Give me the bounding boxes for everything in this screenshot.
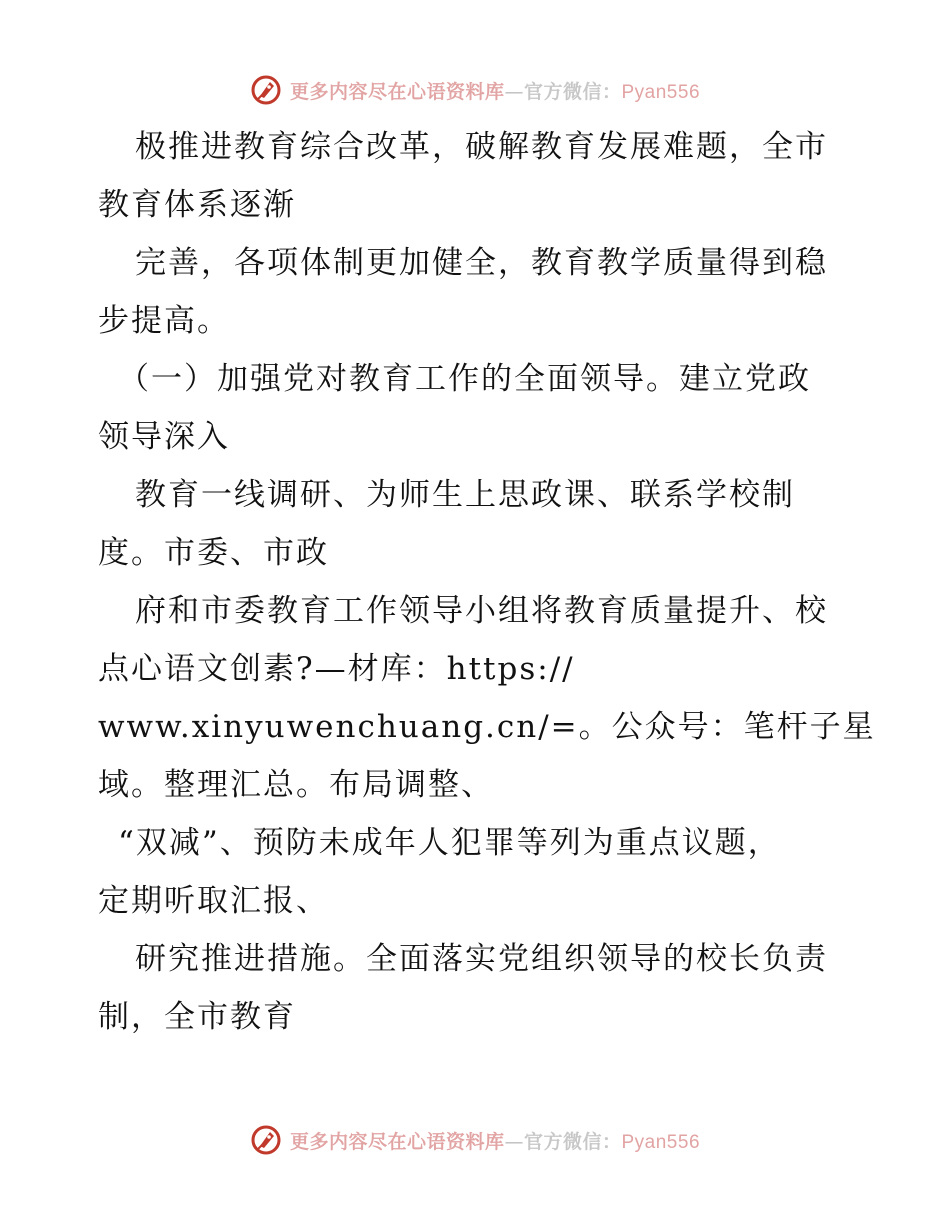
- footer-banner-text: [290, 1127, 700, 1154]
- body-line: 完善，各项体制更加健全，教育教学质量得到稳: [135, 245, 828, 281]
- body-line: www.xinyuwenchuang.cn/=。公众号：笔杆子星: [98, 709, 876, 745]
- body-line: 步提高。: [98, 303, 230, 339]
- footer-banner-wechat-id: Pyan556: [621, 1131, 701, 1153]
- body-line: 点心语文创素?—材库：https://: [98, 651, 575, 687]
- body-line: 教育体系逐渐: [98, 187, 296, 223]
- header-banner-text: [290, 77, 700, 104]
- footer-banner-wechat-label: 官方微信：: [523, 1130, 622, 1153]
- body-line: 府和市委教育工作领导小组将教育质量提升、校: [135, 593, 828, 629]
- header-banner-wechat-id: Pyan556: [621, 81, 701, 103]
- body-line: 极推进教育综合改革，破解教育发展难题，全市: [135, 129, 828, 165]
- body-line: 定期听取汇报、: [98, 883, 329, 919]
- body-line: 领导深入: [98, 419, 230, 455]
- body-line: 域。整理汇总。布局调整、: [98, 767, 494, 803]
- pen-nib-logo-icon: [250, 74, 282, 106]
- body-line: 研究推进措施。全面落实党组织领导的校长负责: [135, 941, 828, 977]
- body-line: 制，全市教育: [98, 999, 296, 1035]
- body-line: 度。市委、市政: [98, 535, 329, 571]
- footer-banner-dash: —: [504, 1130, 524, 1153]
- header-banner: [0, 70, 950, 110]
- footer-banner: [0, 1120, 950, 1160]
- pen-nib-logo-icon: [250, 1124, 282, 1156]
- header-banner-main: 更多内容尽在心语资料库: [289, 80, 505, 103]
- body-line: “双减”、预防未成年人犯罪等列为重点议题，: [118, 825, 781, 861]
- footer-banner-main: 更多内容尽在心语资料库: [289, 1130, 505, 1153]
- document-body: [98, 118, 876, 1046]
- body-line: 教育一线调研、为师生上思政课、联系学校制: [135, 477, 795, 513]
- body-line: （一）加强党对教育工作的全面领导。建立党政: [118, 361, 811, 397]
- header-banner-dash: —: [504, 80, 524, 103]
- header-banner-wechat-label: 官方微信：: [523, 80, 622, 103]
